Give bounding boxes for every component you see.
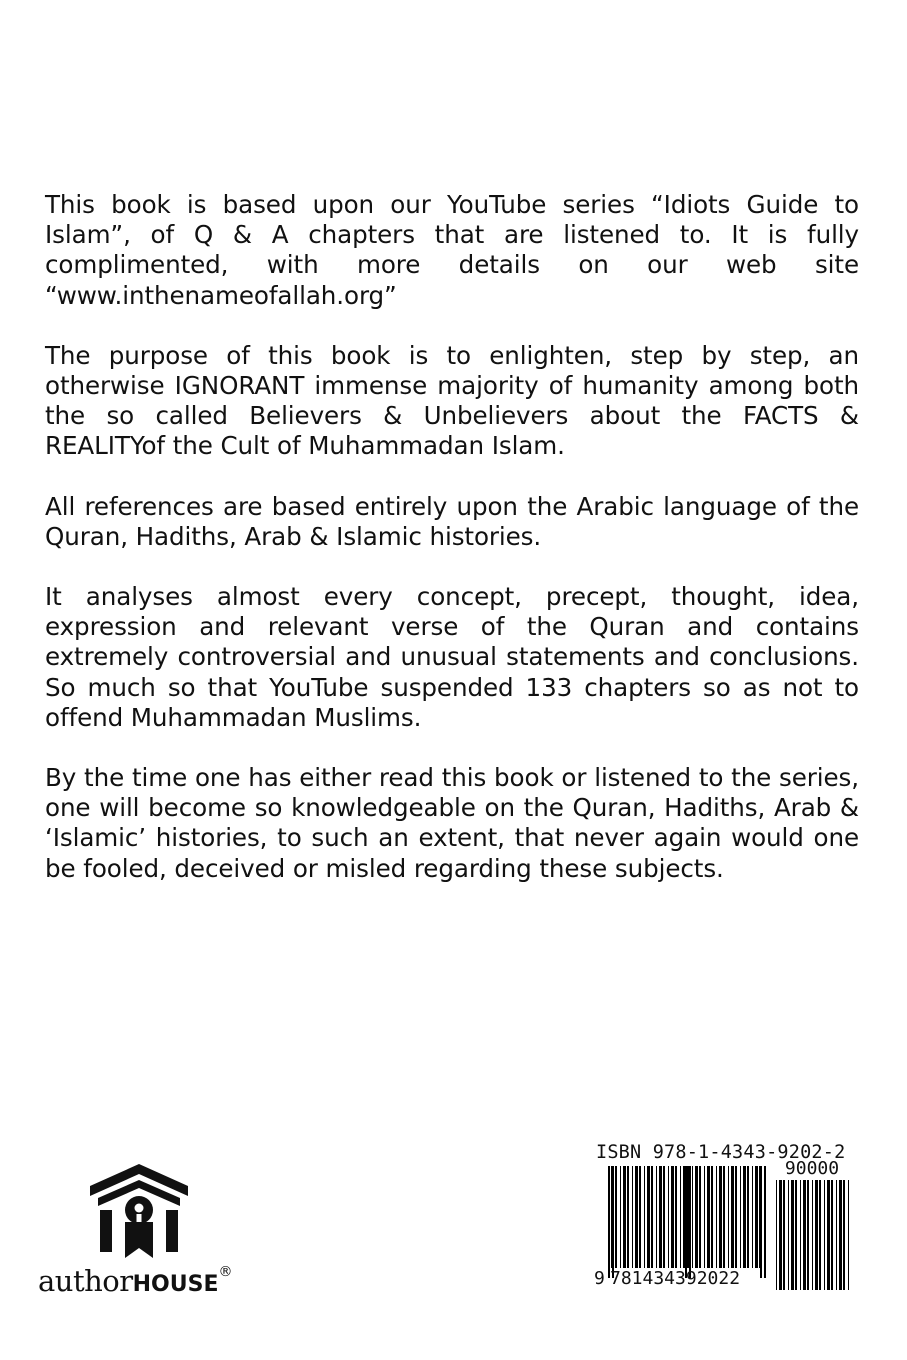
barcode-bar (663, 1166, 665, 1268)
blurb-paragraph-4: It analyses almost every concept, precept, thought, idea, expression and relevant verse of the Quran and contains extremely controversial and unusual statements and conclusions. So much so that YouTube suspended 133 chapters so as not to offend Muhammadan Muslims. (45, 582, 859, 732)
barcode-bar (668, 1166, 669, 1268)
barcode-bar (812, 1180, 813, 1290)
barcode-bar (752, 1166, 753, 1268)
barcode-bar (639, 1166, 641, 1268)
barcode-bar (656, 1166, 657, 1268)
barcode-bar (755, 1166, 758, 1268)
publisher-name-author: author (38, 1264, 133, 1298)
barcode-bar (836, 1180, 837, 1290)
barcode-bar (731, 1166, 734, 1268)
barcode-bar (795, 1180, 797, 1290)
barcode-guard-bar (612, 1166, 614, 1278)
barcode-ean-rest: 781434392022 (610, 1268, 741, 1289)
barcode-bar (800, 1180, 801, 1290)
barcode-bar (819, 1180, 821, 1290)
barcode-bar (827, 1180, 830, 1290)
barcode-bar (711, 1166, 713, 1268)
barcode-bar (659, 1166, 662, 1268)
barcode-bar (848, 1180, 849, 1290)
barcode-bar (627, 1166, 629, 1268)
barcode-bar (699, 1166, 701, 1268)
barcode-bar (740, 1166, 741, 1268)
publisher-name (38, 1264, 232, 1298)
barcode-guard-bar (685, 1166, 687, 1278)
blurb-paragraph-2: The purpose of this book is to enlighten, step by step, an otherwise IGNORANT immense majority of humanity among both the so called Believers & Unbelievers about the FACTS & REALITYof the Cult of Muhammadan Islam. (45, 340, 859, 461)
barcode-bar (623, 1166, 626, 1268)
barcode-guard-bar (760, 1166, 762, 1278)
back-cover-blurb (45, 190, 859, 914)
barcode-bar (831, 1180, 833, 1290)
isbn-barcode (590, 1142, 858, 1294)
barcode-bar (620, 1166, 621, 1268)
barcode-bar (707, 1166, 710, 1268)
barcode-bar (651, 1166, 653, 1268)
barcode-bar (632, 1166, 633, 1268)
barcode-bar (839, 1180, 842, 1290)
barcode-bar (695, 1166, 698, 1268)
barcode-bar (647, 1166, 650, 1268)
blurb-paragraph-3: All references are based entirely upon the Arabic language of the Quran, Hadiths, Arab & Islamic histories. (45, 491, 859, 551)
authorhouse-logo-icon (88, 1160, 190, 1260)
barcode-guard-bar (689, 1166, 691, 1278)
barcode-bar (743, 1166, 746, 1268)
barcode-lead-digit: 9 (594, 1268, 605, 1289)
publisher-name-house: HOUSE (132, 1272, 219, 1297)
barcode-bar (824, 1180, 825, 1290)
barcode-guard-bar (764, 1166, 766, 1278)
barcode-bar (671, 1166, 674, 1268)
barcode-bar (843, 1180, 845, 1290)
barcode-bar (776, 1180, 777, 1290)
barcode-bar (791, 1180, 794, 1290)
barcode-bar (716, 1166, 717, 1268)
barcode-bar (704, 1166, 705, 1268)
barcode-bar (723, 1166, 725, 1268)
barcode-bar (783, 1180, 785, 1290)
barcode-bar (803, 1180, 806, 1290)
barcode-bar (747, 1166, 749, 1268)
barcode-guard-bar (608, 1166, 610, 1278)
blurb-paragraph-5: By the time one has either read this book or listened to the series, one will become so knowledgeable on the Quran, Hadiths, Arab & ‘Islamic’ histories, to such an extent, that never again would one be fooled, deceived or misled regarding these subjects. (45, 763, 859, 883)
barcode-bar (779, 1180, 782, 1290)
barcode-ean-digits (594, 1268, 764, 1289)
barcode-bar (719, 1166, 722, 1268)
registered-mark: ® (218, 1264, 232, 1280)
barcode-bar (680, 1166, 681, 1268)
barcode-bar (615, 1166, 617, 1268)
barcode-bar (675, 1166, 677, 1268)
barcode-bar (735, 1166, 737, 1268)
barcode-bar (644, 1166, 645, 1268)
publisher-logo (38, 1160, 258, 1300)
barcode-bar (692, 1166, 693, 1268)
barcode-bar (788, 1180, 789, 1290)
barcode-bar (635, 1166, 638, 1268)
barcode-bar (815, 1180, 818, 1290)
barcode-bar (687, 1166, 689, 1268)
blurb-paragraph-1: This book is based upon our YouTube series “Idiots Guide to Islam”, of Q & A chapters that are listened to. It is fully complimented, with more details on our web site “www.inthenameofallah.org” (45, 190, 859, 310)
barcode-addon-digits: 90000 (784, 1158, 840, 1179)
barcode-bar (807, 1180, 809, 1290)
isbn-label: ISBN 978-1-4343-9202-2 (596, 1142, 846, 1163)
barcode-bar (728, 1166, 729, 1268)
